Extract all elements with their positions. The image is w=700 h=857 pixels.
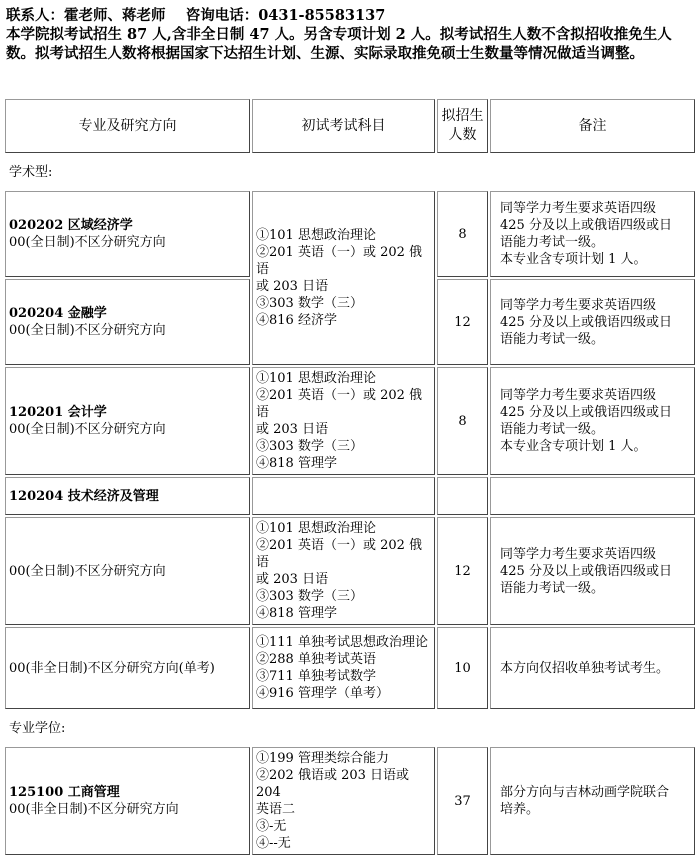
program-code: 120204 技术经济及管理 (9, 488, 159, 504)
table-row (5, 747, 695, 855)
program-code: 020202 区域经济学 (9, 218, 133, 233)
subject-line: ②201 英语（一）或 202 俄语 (256, 245, 423, 277)
quota-cell: 12 (437, 279, 488, 365)
col-header-major: 专业及研究方向 (5, 99, 250, 153)
quota-cell: 10 (437, 627, 488, 709)
note-cell (490, 367, 695, 475)
major-cell (5, 367, 250, 475)
note-line: 425 分及以上或俄语四级或日 (500, 563, 672, 579)
subject-line: ④816 经济学 (256, 313, 337, 328)
subject-line: ②288 单独考试英语 (256, 652, 376, 667)
major-cell (5, 627, 250, 709)
note-line: 本方向仅招收单独考试考生。 (500, 660, 670, 676)
section-professional: 专业学位: (9, 720, 66, 736)
quota-cell: 8 (437, 367, 488, 475)
subject-line: ③711 单独考试数学 (256, 669, 376, 684)
subject-line: ④--无 (256, 836, 291, 851)
research-direction: 00(非全日制)不区分研究方向 (9, 802, 179, 817)
contact-info: 联系人：霍老师、蒋老师 咨询电话：0431-85583137 (6, 7, 386, 24)
subjects-cell (252, 477, 435, 515)
subject-line: ②201 英语（一）或 202 俄语 (256, 388, 423, 420)
subject-line: ①199 管理类综合能力 (256, 751, 389, 766)
note-line: 425 分及以上或俄语四级或日 (500, 314, 672, 330)
subject-line: ②201 英语（一）或 202 俄语 (256, 538, 423, 570)
research-direction: 00(全日制)不区分研究方向 (9, 422, 166, 437)
research-direction: 00(全日制)不区分研究方向 (9, 563, 166, 579)
section-row-professional (5, 711, 695, 745)
note-line: 同等学力考生要求英语四级 (500, 546, 657, 562)
section-academic: 学术型: (9, 164, 53, 180)
subjects-cell (252, 747, 435, 855)
table-row (5, 191, 695, 277)
program-code: 125100 工商管理 (9, 785, 120, 800)
note-line: 语能力考试一级。 (500, 331, 605, 347)
research-direction: 00(全日制)不区分研究方向 (9, 323, 166, 338)
note-line: 语能力考试一级。 (500, 235, 605, 250)
program-code: 120201 会计学 (9, 405, 107, 420)
note-line: 本专业含专项计划 1 人。 (500, 439, 647, 454)
note-line: 培养。 (500, 802, 540, 817)
table-row (5, 477, 695, 515)
note-cell (490, 279, 695, 365)
table-row (5, 367, 695, 475)
subject-line: ③303 数学（三） (256, 296, 363, 311)
note-line: 本专业含专项计划 1 人。 (500, 252, 647, 267)
note-line: 同等学力考生要求英语四级 (500, 388, 657, 403)
subject-line: 或 203 日语 (256, 572, 329, 587)
note-cell (490, 517, 695, 625)
table-row (5, 517, 695, 625)
subject-line: ③-无 (256, 819, 287, 834)
program-code: 020204 金融学 (9, 306, 107, 321)
section-row-academic (5, 155, 695, 189)
subject-line: 或 203 日语 (256, 279, 329, 294)
subject-line: ①101 思想政治理论 (256, 228, 376, 243)
subject-line: ④916 管理学（单考） (256, 686, 389, 701)
enrollment-notice: 本学院拟考试招生 87 人,含非全日制 47 人。另含专项计划 2 人。拟考试招生人数不含拟招收推免生人数。拟考试招生人数将根据国家下达招生计划、生源、实际录取推免硕士生数量等情况做适当调整。 (6, 26, 672, 62)
major-cell (5, 477, 250, 515)
note-cell (490, 747, 695, 855)
quota-cell: 37 (437, 747, 488, 855)
subjects-cell (252, 517, 435, 625)
note-line: 部分方向与吉林动画学院联合 (500, 785, 670, 800)
col-header-note: 备注 (490, 99, 695, 153)
table-header-row (5, 99, 695, 153)
subject-line: ①101 思想政治理论 (256, 521, 376, 536)
quota-cell (437, 477, 488, 515)
subject-line: ①111 单独考试思想政治理论 (256, 635, 428, 650)
subjects-cell (252, 191, 435, 365)
major-cell (5, 747, 250, 855)
subject-line: ④818 管理学 (256, 456, 337, 471)
col-header-subjects: 初试考试科目 (252, 99, 435, 153)
note-cell (490, 477, 695, 515)
note-line: 同等学力考生要求英语四级 (500, 297, 657, 313)
col-header-quota: 拟招生人数 (437, 99, 488, 153)
subject-line: ④818 管理学 (256, 606, 337, 621)
note-line: 425 分及以上或俄语四级或日 (500, 218, 672, 233)
note-cell (490, 191, 695, 277)
subjects-cell (252, 627, 435, 709)
major-cell (5, 279, 250, 365)
subject-line: ②202 俄语或 203 日语或 204 (256, 768, 410, 800)
major-cell (5, 191, 250, 277)
quota-cell: 12 (437, 517, 488, 625)
table-row (5, 627, 695, 709)
note-line: 语能力考试一级。 (500, 422, 605, 437)
subjects-cell (252, 367, 435, 475)
research-direction: 00(全日制)不区分研究方向 (9, 235, 166, 250)
admissions-table (3, 97, 697, 857)
note-line: 425 分及以上或俄语四级或日 (500, 405, 672, 420)
quota-cell: 8 (437, 191, 488, 277)
research-direction: 00(非全日制)不区分研究方向(单考) (9, 660, 215, 676)
page-header (6, 6, 696, 63)
note-line: 语能力考试一级。 (500, 580, 605, 596)
note-line: 同等学力考生要求英语四级 (500, 201, 657, 216)
subject-line: ③303 数学（三） (256, 589, 363, 604)
subject-line: 或 203 日语 (256, 422, 329, 437)
subject-line: ③303 数学（三） (256, 439, 363, 454)
subject-line: ①101 思想政治理论 (256, 371, 376, 386)
major-cell (5, 517, 250, 625)
subject-line: 英语二 (256, 802, 296, 817)
note-cell (490, 627, 695, 709)
